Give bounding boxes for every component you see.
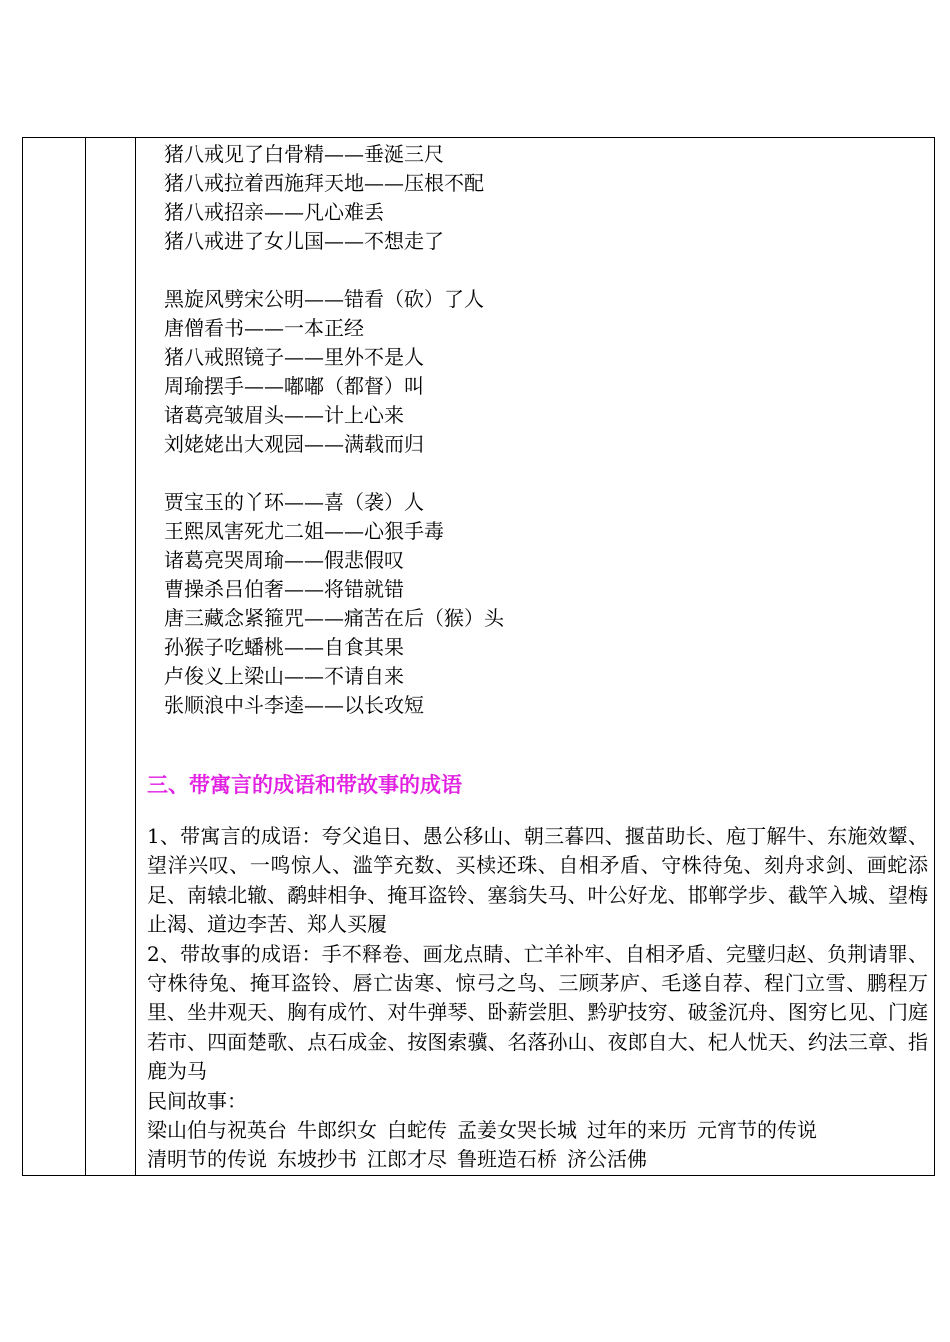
xiehouyu-line: 诸葛亮皱眉头——计上心来 bbox=[164, 403, 404, 427]
folk-story: 孟姜女哭长城 bbox=[457, 1118, 577, 1143]
xiehouyu-line: 唐僧看书——一本正经 bbox=[164, 316, 364, 340]
column-divider-1 bbox=[85, 138, 86, 1175]
xiehouyu-line: 周瑜摆手——嘟嘟（都督）叫 bbox=[164, 374, 424, 398]
folk-story: 过年的来历 bbox=[587, 1118, 687, 1143]
xiehouyu-group-1 bbox=[147, 140, 928, 256]
content-cell bbox=[147, 140, 928, 1175]
fable-idioms-paragraph: 1、带寓言的成语：夸父追日、愚公移山、朝三暮四、揠苗助长、庖丁解牛、东施效颦、望洋兴叹、一鸣惊人、滥竽充数、买椟还珠、自相矛盾、守株待兔、刻舟求剑、画蛇添足、南辕北辙、鹬蚌相争、掩耳盗铃、塞翁失马、叶公好龙、邯郸学步、截竿入城、望梅止渴、道边李苦、郑人买履 bbox=[147, 824, 928, 937]
folk-stories-row bbox=[147, 1145, 928, 1174]
xiehouyu-line: 贾宝玉的丫环——喜（袭）人 bbox=[164, 490, 424, 514]
xiehouyu-line: 猪八戒招亲——凡心难丢 bbox=[164, 200, 384, 224]
content-table bbox=[22, 137, 935, 1176]
xiehouyu-line: 张顺浪中斗李逵——以长攻短 bbox=[164, 693, 424, 717]
xiehouyu-line: 唐三藏念紧箍咒——痛苦在后（猴）头 bbox=[164, 606, 504, 630]
xiehouyu-line: 孙猴子吃蟠桃——自食其果 bbox=[164, 635, 404, 659]
xiehouyu-line: 猪八戒照镜子——里外不是人 bbox=[164, 345, 424, 369]
xiehouyu-line: 猪八戒拉着西施拜天地——压根不配 bbox=[164, 171, 484, 195]
xiehouyu-line: 猪八戒进了女儿国——不想走了 bbox=[164, 229, 444, 253]
xiehouyu-group-3 bbox=[147, 488, 928, 720]
xiehouyu-line: 王熙凤害死尤二姐——心狠手毒 bbox=[164, 519, 444, 543]
xiehouyu-group-2 bbox=[147, 285, 928, 459]
folk-story: 元宵节的传说 bbox=[697, 1118, 817, 1143]
folk-story: 济公活佛 bbox=[567, 1147, 647, 1172]
folk-story: 白蛇传 bbox=[387, 1118, 447, 1143]
column-divider-2 bbox=[135, 138, 136, 1175]
xiehouyu-line: 卢俊义上梁山——不请自来 bbox=[164, 664, 404, 688]
story-idioms-paragraph: 2、带故事的成语：手不释卷、画龙点睛、亡羊补牢、自相矛盾、完璧归赵、负荆请罪、守株待兔、掩耳盗铃、唇亡齿寒、惊弓之鸟、三顾茅庐、毛遂自荐、程门立雪、鹏程万里、坐井观天、胸有成竹、对牛弹琴、卧薪尝胆、黔驴技穷、破釜沉舟、图穷匕见、门庭若市、四面楚歌、点石成金、按图索骥、名落孙山、夜郎自大、杞人忧天、约法三章、指鹿为马 bbox=[147, 941, 928, 1084]
xiehouyu-line: 刘姥姥出大观园——满载而归 bbox=[164, 432, 424, 456]
folk-story: 清明节的传说 bbox=[147, 1147, 267, 1172]
folk-story: 鲁班造石桥 bbox=[457, 1147, 557, 1172]
folk-stories-label: 民间故事： bbox=[147, 1088, 247, 1113]
folk-story: 梁山伯与祝英台 bbox=[147, 1118, 287, 1143]
xiehouyu-line: 曹操杀吕伯奢——将错就错 bbox=[164, 577, 404, 601]
folk-story: 江郎才尽 bbox=[367, 1147, 447, 1172]
section-heading: 三、带寓言的成语和带故事的成语 bbox=[147, 773, 462, 797]
folk-story: 东坡抄书 bbox=[277, 1147, 357, 1172]
folk-stories-row bbox=[147, 1116, 928, 1145]
xiehouyu-line: 猪八戒见了白骨精——垂涎三尺 bbox=[164, 142, 444, 166]
folk-story: 牛郎织女 bbox=[297, 1118, 377, 1143]
xiehouyu-line: 黑旋风劈宋公明——错看（砍）了人 bbox=[164, 287, 484, 311]
xiehouyu-line: 诸葛亮哭周瑜——假悲假叹 bbox=[164, 548, 404, 572]
